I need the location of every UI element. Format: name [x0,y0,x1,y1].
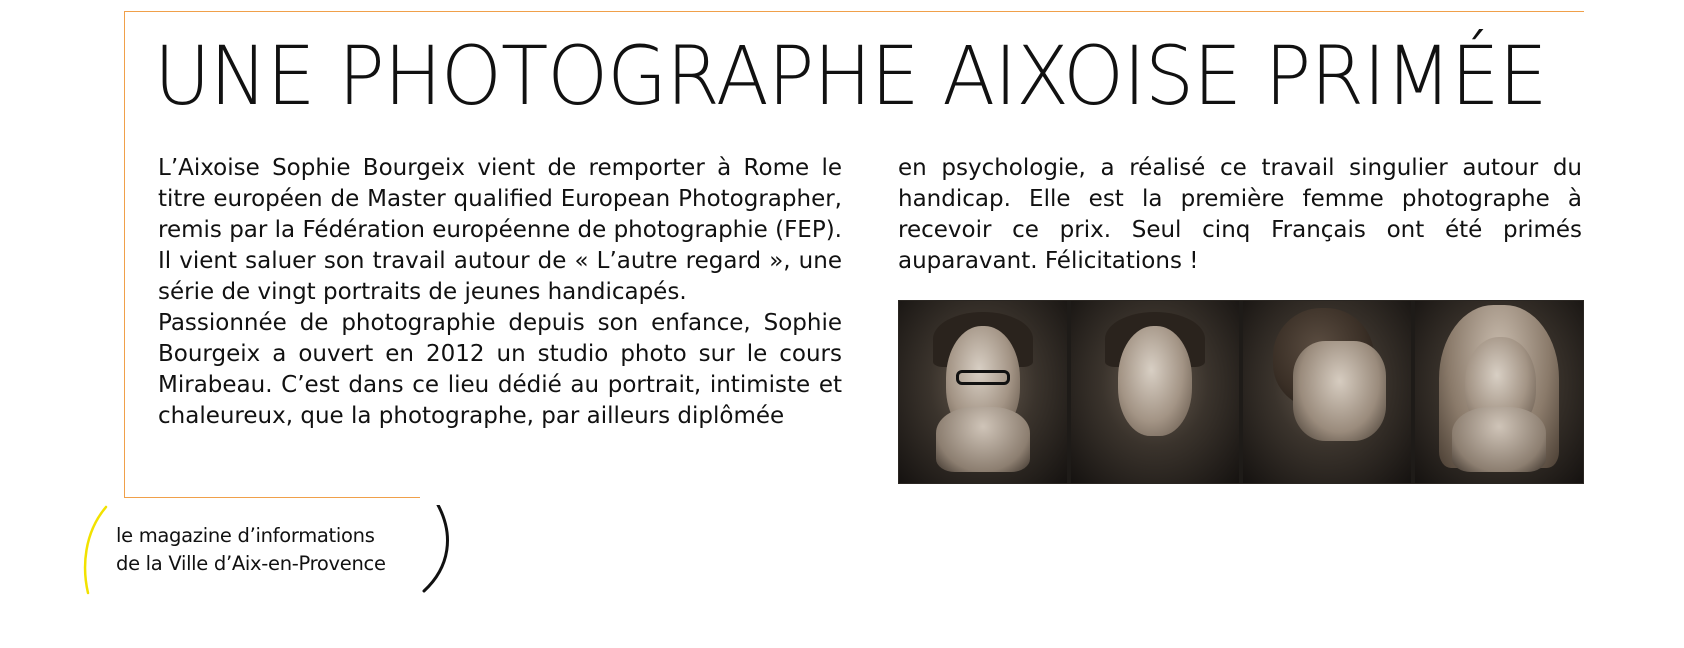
portrait-photo [1071,301,1239,483]
headline: UNE PHOTOGRAPHE AIXOISE PRIMÉE [154,30,1547,124]
portrait-photo [1243,301,1411,483]
article-column-left [158,153,842,432]
article-paragraph: Passionnée de photographie depuis son enfance, Sophie Bourgeix a ouvert en 2012 un studio photo sur le cours Mirabeau. C’est dans ce lieu dédié au portrait, intimiste et chaleureux, que la photographe, par ailleurs diplômée [158,310,842,429]
magazine-tagline [82,505,458,595]
tagline-line: le magazine d’informations [116,524,375,547]
frame-bottom-rule [124,497,420,498]
portrait-photo-strip [898,300,1584,484]
article-paragraph: L’Aixoise Sophie Bourgeix vient de remporter à Rome le titre européen de Master qualified European Photographer, remis par la Fédération européenne de photographie (FEP). Il vient saluer son travail autour de « L’autre regard », une série de vingt portraits de jeunes handicapés. [158,155,842,305]
portrait-photo [899,301,1067,483]
portrait-photo [1415,301,1583,483]
tagline-line: de la Ville d’Aix-en-Provence [116,552,386,575]
magazine-tagline-text [116,522,386,578]
frame-left-rule [124,11,125,497]
article-paragraph: en psychologie, a réalisé ce travail singulier autour du handicap. Elle est la première femme photographe à recevoir ce prix. Seul cinq Français ont été primés auparavant. Félicitations ! [898,155,1582,274]
frame-top-rule [124,11,1584,12]
article-column-right [898,153,1582,277]
